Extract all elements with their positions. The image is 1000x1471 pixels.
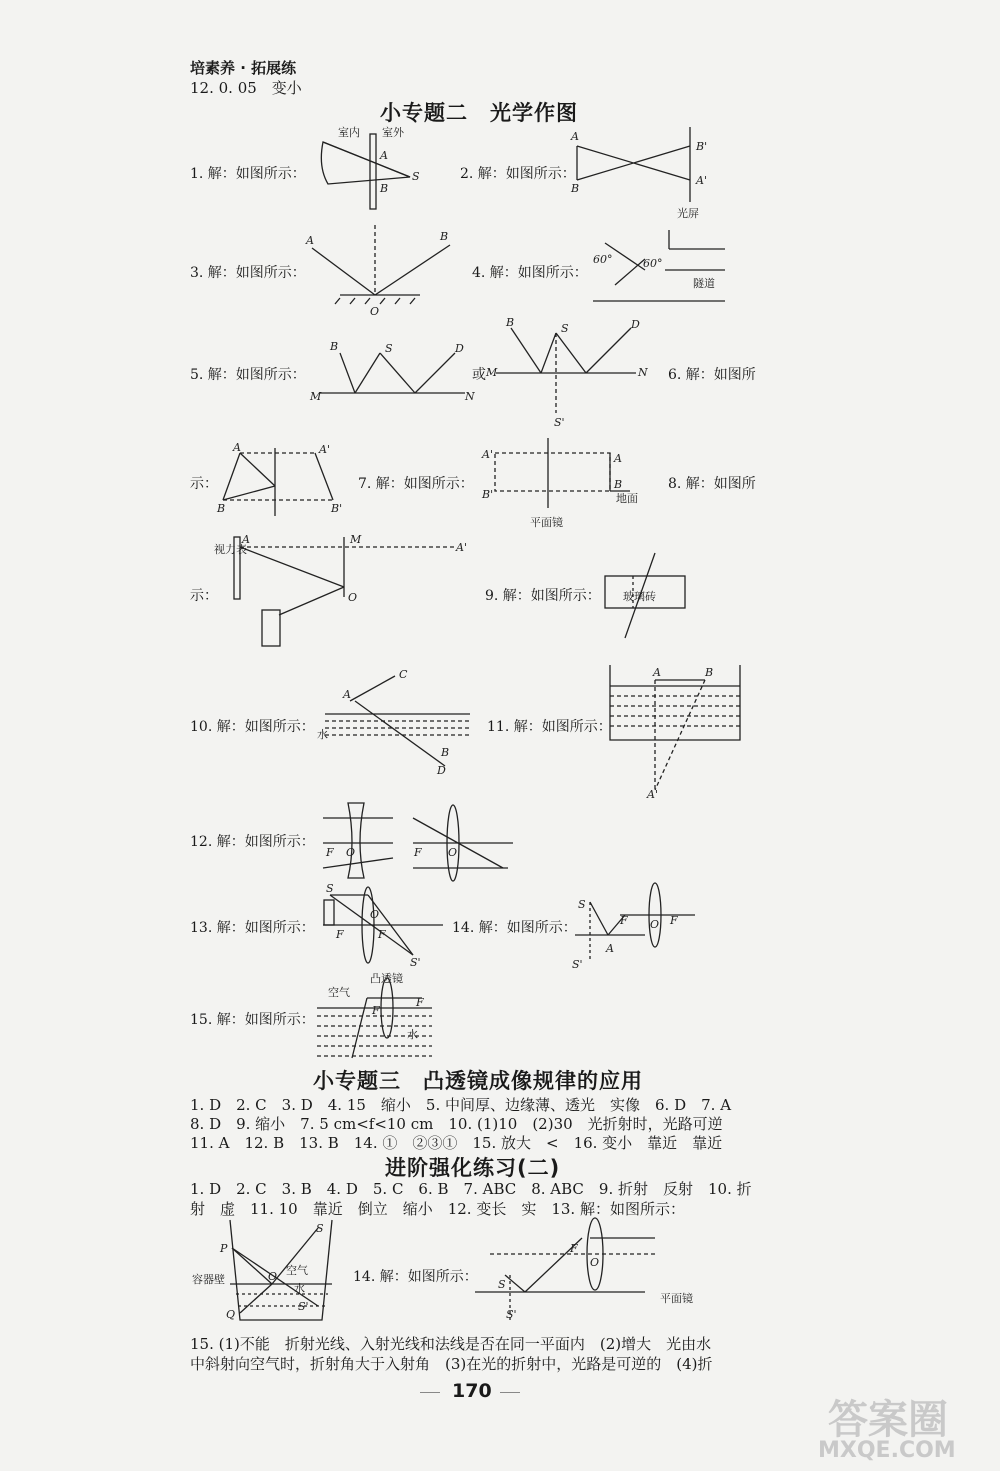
r13-figure: [190, 1218, 340, 1326]
svg-text:S: S: [412, 170, 420, 183]
svg-text:凸透镜: 凸透镜: [370, 972, 403, 985]
svg-text:A': A': [456, 541, 467, 554]
svg-text:O: O: [590, 1256, 600, 1269]
svg-text:B: B: [217, 502, 226, 515]
q7-label: 7. 解：如图所示：: [358, 476, 474, 492]
svg-text:B: B: [441, 746, 450, 759]
svg-text:A: A: [571, 130, 579, 143]
page-number: 170: [452, 1380, 492, 1402]
q5-figure: [305, 338, 475, 404]
svg-text:A: A: [233, 441, 241, 454]
svg-text:A': A': [647, 788, 658, 801]
svg-text:F: F: [378, 928, 386, 941]
svg-text:60°: 60°: [593, 253, 613, 266]
watermark-brand: 答案圈: [828, 1397, 948, 1443]
svg-text:A: A: [242, 533, 250, 546]
q14-label: 14. 解：如图所示：: [452, 920, 577, 936]
svg-text:B: B: [571, 182, 580, 195]
svg-text:O: O: [348, 591, 358, 604]
svg-text:B': B': [482, 488, 494, 501]
q7-figure: [480, 438, 650, 528]
answers3-line1: 1. D 2. C 3. D 4. 15 缩小 5. 中间厚、边缘薄、透光 实像 6. D 7. A: [190, 1096, 732, 1114]
svg-text:F: F: [336, 928, 344, 941]
q8-label: 8. 解：如图所: [668, 476, 756, 492]
answers3-line3: 11. A 12. B 13. B 14. ① ②③① 15. 放大 < 16. 变小 靠近 靠近: [190, 1134, 723, 1152]
svg-text:隧道: 隧道: [693, 277, 715, 290]
q6-figure: [215, 441, 355, 518]
answers4-line1: 1. D 2. C 3. B 4. D 5. C 6. B 7. ABC 8. ABC 9. 折射 反射 10. 折: [190, 1180, 752, 1198]
q9-label: 9. 解：如图所示：: [485, 588, 601, 604]
svg-text:水: 水: [294, 1282, 305, 1295]
watermark-site: MXQE.COM: [818, 1438, 956, 1463]
page-rule-left: [420, 1392, 440, 1393]
answer-12-prev: 12. 0. 05 变小: [190, 79, 302, 97]
svg-text:视力表: 视力表: [214, 543, 247, 556]
title-practice-2: 进阶强化练习(二): [385, 1156, 561, 1180]
svg-text:A: A: [306, 234, 314, 247]
q2-label: 2. 解：如图所示：: [460, 166, 576, 182]
svg-text:B: B: [506, 316, 515, 329]
svg-text:B': B': [696, 140, 708, 153]
q4-figure: [585, 225, 735, 315]
svg-text:Q: Q: [226, 1308, 236, 1321]
svg-text:F: F: [620, 914, 628, 927]
svg-text:S: S: [326, 882, 334, 895]
svg-text:空气: 空气: [328, 986, 350, 999]
q3-figure: [300, 220, 460, 320]
q14-figure: [570, 880, 700, 970]
svg-text:S: S: [561, 322, 569, 335]
svg-text:B: B: [614, 478, 623, 491]
svg-text:O: O: [346, 846, 356, 859]
svg-text:O: O: [268, 1270, 278, 1283]
svg-text:水: 水: [407, 1028, 418, 1041]
svg-text:S': S': [410, 956, 421, 969]
svg-text:O: O: [370, 908, 380, 921]
q10-label: 10. 解：如图所示：: [190, 719, 315, 735]
q11-figure: [605, 660, 750, 800]
r14-figure: [470, 1220, 710, 1320]
svg-text:F: F: [414, 846, 422, 859]
svg-text:A': A': [482, 448, 493, 461]
svg-text:S: S: [385, 342, 393, 355]
svg-text:B: B: [705, 666, 714, 679]
svg-text:B': B': [331, 502, 343, 515]
svg-text:A: A: [606, 942, 614, 955]
svg-text:B: B: [330, 340, 339, 353]
svg-text:空气: 空气: [286, 1264, 308, 1277]
svg-text:B: B: [440, 230, 449, 243]
svg-text:F: F: [416, 996, 424, 1009]
svg-text:A: A: [614, 452, 622, 465]
q10-figure: [315, 666, 475, 776]
svg-text:P: P: [220, 1242, 228, 1255]
q2-figure: [565, 122, 715, 220]
svg-text:F: F: [670, 914, 678, 927]
page-rule-right: [500, 1392, 520, 1393]
q5-or: 或: [472, 367, 486, 383]
svg-text:平面镜: 平面镜: [530, 516, 563, 529]
q11-label: 11. 解：如图所示：: [487, 719, 612, 735]
q5-label: 5. 解：如图所示：: [190, 367, 306, 383]
answers4-line2: 射 虚 11. 10 靠近 倒立 缩小 12. 变长 实 13. 解：如图所示：: [190, 1200, 685, 1218]
svg-text:A: A: [380, 149, 388, 162]
svg-text:S: S: [578, 898, 586, 911]
svg-text:S': S': [572, 958, 583, 971]
svg-text:N: N: [638, 366, 648, 379]
q15-label: 15. 解：如图所示：: [190, 1012, 315, 1028]
svg-text:M: M: [310, 390, 322, 403]
svg-text:A': A': [696, 174, 707, 187]
title-topic-3: 小专题三 凸透镜成像规律的应用: [313, 1069, 643, 1093]
svg-text:60°: 60°: [643, 257, 663, 270]
svg-text:S: S: [316, 1222, 324, 1235]
q8-figure: [214, 535, 474, 655]
section-header: 培素养 · 拓展练: [190, 59, 297, 77]
svg-text:D: D: [455, 342, 464, 355]
q15-figure: [312, 968, 447, 1066]
svg-text:S: S: [498, 1278, 506, 1291]
svg-text:D: D: [437, 764, 446, 777]
q8-label-cont: 示：: [190, 588, 218, 604]
q6-label: 6. 解：如图所: [668, 367, 756, 383]
q3-label: 3. 解：如图所示：: [190, 265, 306, 281]
svg-text:C: C: [399, 668, 408, 681]
svg-text:O: O: [370, 305, 380, 318]
svg-text:A': A': [319, 443, 330, 456]
q5-figure-alt: [486, 318, 656, 428]
svg-text:水: 水: [317, 728, 328, 741]
answers15-line2: 中斜射向空气时，折射角大于入射角 (3)在光的折射中，光路是可逆的 (4)折: [190, 1355, 713, 1373]
svg-text:M: M: [486, 366, 498, 379]
svg-text:F: F: [372, 1004, 380, 1017]
svg-text:S': S': [554, 416, 565, 429]
q12-label: 12. 解：如图所示：: [190, 834, 315, 850]
q12-figure: [318, 798, 518, 878]
svg-text:B: B: [380, 182, 389, 195]
q13-figure: [318, 880, 448, 970]
svg-text:光屏: 光屏: [677, 207, 699, 220]
svg-text:O: O: [650, 918, 660, 931]
q13-label: 13. 解：如图所示：: [190, 920, 315, 936]
q1-label: 1. 解：如图所示：: [190, 166, 306, 182]
svg-text:室外: 室外: [382, 126, 404, 139]
svg-text:容器壁: 容器壁: [192, 1273, 225, 1286]
svg-text:D: D: [631, 318, 640, 331]
svg-text:A: A: [343, 688, 351, 701]
svg-text:M: M: [350, 533, 362, 546]
q1-figure: [298, 122, 428, 212]
r14-label: 14. 解：如图所示：: [353, 1269, 478, 1285]
svg-text:室内: 室内: [338, 126, 360, 139]
svg-text:O: O: [448, 846, 458, 859]
svg-text:地面: 地面: [616, 492, 638, 505]
title-topic-2: 小专题二 光学作图: [380, 101, 578, 125]
svg-text:S': S': [506, 1308, 517, 1321]
svg-text:玻璃砖: 玻璃砖: [623, 590, 656, 603]
q9-figure: [595, 548, 690, 643]
answers15-line1: 15. (1)不能 折射光线、入射光线和法线是否在同一平面内 (2)增大 光由水: [190, 1335, 712, 1353]
svg-text:平面镜: 平面镜: [660, 1292, 693, 1305]
svg-text:S': S': [298, 1300, 309, 1313]
svg-text:F: F: [326, 846, 334, 859]
svg-text:N: N: [465, 390, 475, 403]
q4-label: 4. 解：如图所示：: [472, 265, 588, 281]
answers3-line2: 8. D 9. 缩小 7. 5 cm<f<10 cm 10. (1)10 (2)30 光折射时，光路可逆: [190, 1115, 723, 1133]
svg-text:F: F: [570, 1242, 578, 1255]
svg-text:A: A: [653, 666, 661, 679]
q6-label-cont: 示：: [190, 476, 218, 492]
